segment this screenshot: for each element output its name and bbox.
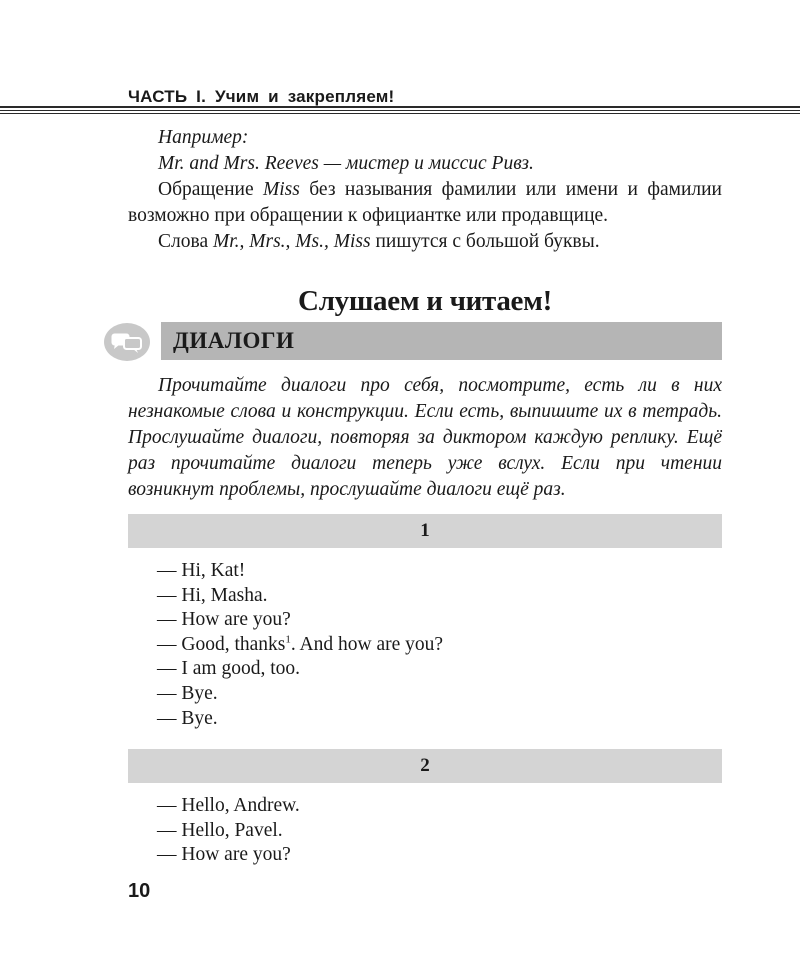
dialog-line-text: . And how are you? bbox=[290, 633, 444, 655]
example-label: Например: bbox=[158, 127, 249, 148]
dialog-line: — Hi, Kat! bbox=[157, 560, 246, 581]
dialogs-header-label: ДИАЛОГИ bbox=[173, 328, 295, 353]
dialog-line: — I am good, too. bbox=[157, 658, 300, 680]
instructions-block bbox=[128, 373, 722, 503]
miss-text-after: без называния фамилии или имени и фамилии возможно при обращении к официантке или продавщице. bbox=[128, 179, 722, 226]
dialog-line: — Hello, Andrew. bbox=[157, 795, 300, 816]
dialog-1-number: 1 bbox=[420, 520, 430, 541]
intro-block bbox=[128, 125, 722, 255]
caps-words: Mr., Mrs., Ms., Miss bbox=[212, 231, 371, 252]
dialog-line: — Hi, Masha. bbox=[157, 584, 268, 606]
section-title: Слушаем и читаем! bbox=[298, 285, 552, 317]
dialog-line bbox=[157, 633, 443, 658]
caps-text-after: пишутся с большой буквы. bbox=[370, 231, 600, 252]
dialog-2-number: 2 bbox=[420, 755, 430, 776]
dialog-line: — Bye. bbox=[157, 682, 218, 704]
footnote-marker: 1 bbox=[285, 633, 291, 646]
caps-text-before: Слова bbox=[158, 231, 213, 252]
dialog-line: — How are you? bbox=[157, 609, 291, 631]
miss-paragraph bbox=[128, 177, 722, 229]
instructions-text: Прочитайте диалоги про себя, посмотрите, есть ли в них незнакомые слова и конструкции. Если есть, выпишите их в тетрадь. Прослушайте диалоги, повторяя за диктором каждую реплику. Ещё раз прочитайте диалоги теперь уже вслух. Если при чтении возникнут проблемы, прослушайте диалоги ещё раз. bbox=[128, 375, 722, 500]
dialog-1-lines bbox=[157, 559, 443, 731]
dialog-line: — Bye. bbox=[157, 707, 218, 729]
dialog-line: — Hello, Pavel. bbox=[157, 819, 283, 841]
dialog-2-lines bbox=[157, 794, 300, 868]
header-rule bbox=[0, 113, 800, 114]
dialog-2-header bbox=[128, 749, 722, 783]
dialog-1-header bbox=[128, 514, 722, 548]
page-number: 10 bbox=[128, 880, 151, 902]
example-text: Mr. and Mrs. Reeves — мистер и миссис Ривз. bbox=[158, 153, 534, 174]
miss-word: Miss bbox=[263, 179, 300, 200]
caps-paragraph bbox=[128, 229, 722, 255]
header-rule bbox=[0, 110, 800, 111]
speech-bubbles-icon bbox=[103, 322, 151, 362]
miss-text-before: Обращение bbox=[158, 179, 264, 200]
dialog-line: — How are you? bbox=[157, 844, 291, 866]
running-title: ЧАСТЬ I. Учим и закрепляем! bbox=[128, 87, 395, 106]
dialogs-header-band bbox=[161, 322, 722, 360]
dialog-line-text: — Good, thanks bbox=[157, 633, 286, 655]
header-rule bbox=[0, 106, 800, 108]
